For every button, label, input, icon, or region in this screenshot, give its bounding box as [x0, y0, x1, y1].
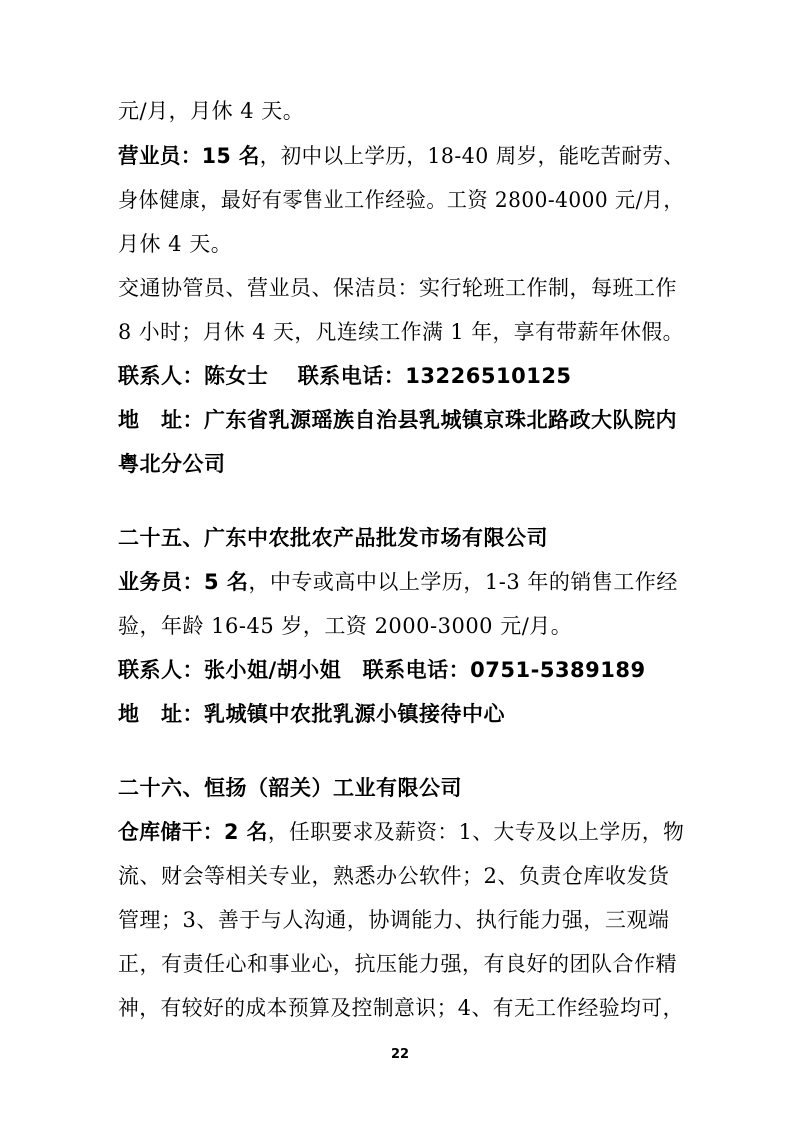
text-line: 验，年龄 16-45 岁，工资 2000-3000 元/月。 — [118, 614, 573, 638]
job-detail: ，任职要求及薪资：1、大专及以上学历，物 — [267, 820, 685, 844]
text-line: 8 小时；月休 4 天，凡连续工作满 1 年，享有带薪年休假。 — [118, 320, 684, 344]
text-line: 交通协管员、营业员、保洁员：实行轮班工作制，每班工作 — [118, 276, 677, 300]
text-line: 正，有责任心和事业心，抗压能力强，有良好的团队合作精 — [118, 952, 677, 976]
job-title-warehouse: 仓库储干：2 名 — [118, 820, 268, 844]
text-line: 月休 4 天。 — [118, 232, 233, 256]
text-line: 元/月，月休 4 天。 — [118, 99, 305, 123]
section-heading-26: 二十六、恒扬（韶关）工业有限公司 — [118, 776, 462, 800]
address-line: 地 址：乳城镇中农批乳源小镇接待中心 — [118, 702, 505, 726]
job-title-salesman: 业务员：5 名 — [118, 570, 249, 594]
address-line-cont: 粤北分公司 — [118, 452, 226, 476]
text-line: 流、财会等相关专业，熟悉办公软件；2、负责仓库收发货 — [118, 864, 670, 888]
contact-line: 联系人：陈女士 联系电话：13226510125 — [118, 364, 572, 388]
text-line: 管理；3、善于与人沟通，协调能力、执行能力强，三观端 — [118, 908, 670, 932]
contact-line: 联系人：张小姐/胡小姐 联系电话：0751-5389189 — [118, 658, 646, 682]
text-line — [118, 818, 684, 846]
section-heading-25: 二十五、广东中农批农产品批发市场有限公司 — [118, 526, 548, 550]
address-line: 地 址：广东省乳源瑶族自治县乳城镇京珠北路政大队院内 — [118, 408, 677, 432]
job-detail: ，初中以上学历，18-40 周岁，能吃苦耐劳、 — [259, 144, 685, 168]
text-line — [118, 142, 684, 170]
text-line: 神，有较好的成本预算及控制意识；4、有无工作经验均可， — [118, 996, 684, 1020]
text-line: 身体健康，最好有零售业工作经验。工资 2800-4000 元/月， — [118, 188, 684, 212]
text-line — [118, 568, 678, 596]
job-detail: ，中专或高中以上学历，1-3 年的销售工作经 — [248, 570, 678, 594]
page-number: 22 — [390, 1047, 410, 1062]
job-title-sales: 营业员：15 名 — [118, 144, 260, 168]
